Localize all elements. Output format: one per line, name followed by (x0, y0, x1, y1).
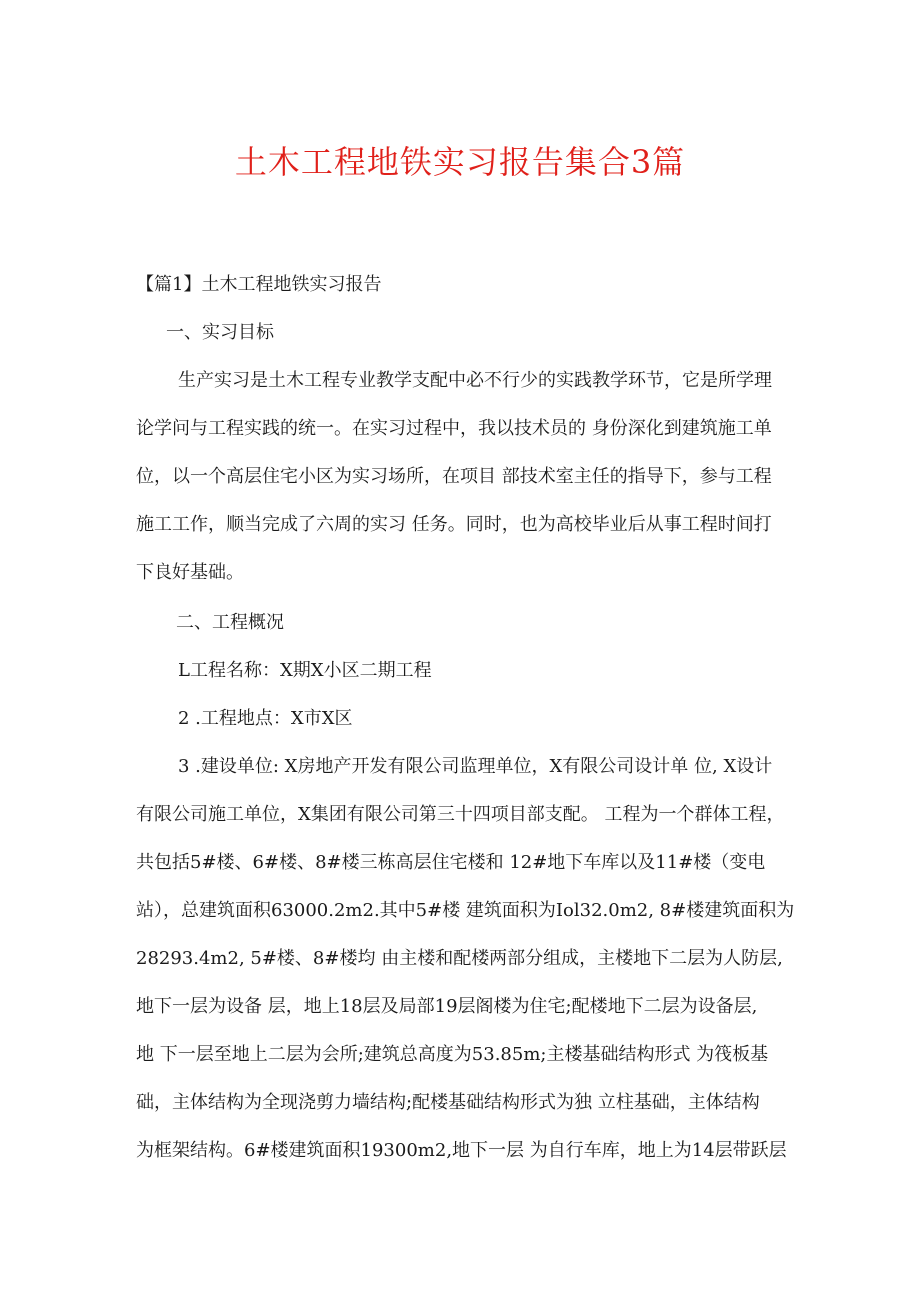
paragraph-line: 地下一层为设备 层，地上18层及局部19层阁楼为住宅;配楼地下二层为设备层, (136, 996, 758, 1017)
paragraph-line: 下良好基础。 (136, 562, 244, 583)
paragraph-line: 共包括5#楼、6#楼、8#楼三栋高层住宅楼和 12#地下车库以及11#楼（变电 (136, 852, 766, 873)
paragraph-line: 地 下一层至地上二层为会所;建筑总高度为53.85m;主楼基础结构形式 为筏板基 (136, 1044, 769, 1065)
paragraph-line: 生产实习是土木工程专业教学支配中必不行少的实践教学环节，它是所学理 (178, 370, 772, 391)
project-location-item: 2 .工程地点：X市X区 (178, 708, 353, 729)
paragraph-line: 28293.4m2, 5#楼、8#楼均 由主楼和配楼两部分组成，主楼地下二层为人防层, (136, 948, 783, 969)
heading-overview: 二、工程概况 (176, 612, 284, 633)
paragraph-line: 施工工作，顺当完成了六周的实习 任务。同时，也为高校毕业后从事工程时间打 (136, 514, 772, 535)
paragraph-line: 础，主体结构为全现浇剪力墙结构;配楼基础结构形式为独 立柱基础，主体结构 (136, 1092, 760, 1113)
paragraph-line: 位，以一个高层住宅小区为实习场所，在项目 部技术室主任的指导下，参与工程 (136, 466, 772, 487)
section-heading: 【篇1】土木工程地铁实习报告 (136, 274, 382, 295)
paragraph-line: 站），总建筑面积63000.2m2.其中5#楼 建筑面积为Iol32.0m2, 8#楼建筑面积为 (136, 900, 795, 921)
document-title: 土木工程地铁实习报告集合3篇 (234, 143, 686, 181)
paragraph-line: 论学问与工程实践的统一。在实习过程中，我以技术员的 身份深化到建筑施工单 (136, 418, 772, 439)
paragraph-line: 3 .建设单位: X房地产开发有限公司监理单位，X有限公司设计单 位, X设计 (178, 756, 773, 777)
project-name-item: L工程名称：X期X小区二期工程 (178, 660, 432, 681)
heading-objectives: 一、实习目标 (166, 322, 274, 343)
paragraph-line: 为框架结构。6#楼建筑面积19300m2,地下一层 为自行车库，地上为14层带跃层 (136, 1140, 787, 1161)
paragraph-line: 有限公司施工单位，X集团有限公司第三十四项目部支配。 工程为一个群体工程， (136, 804, 785, 825)
